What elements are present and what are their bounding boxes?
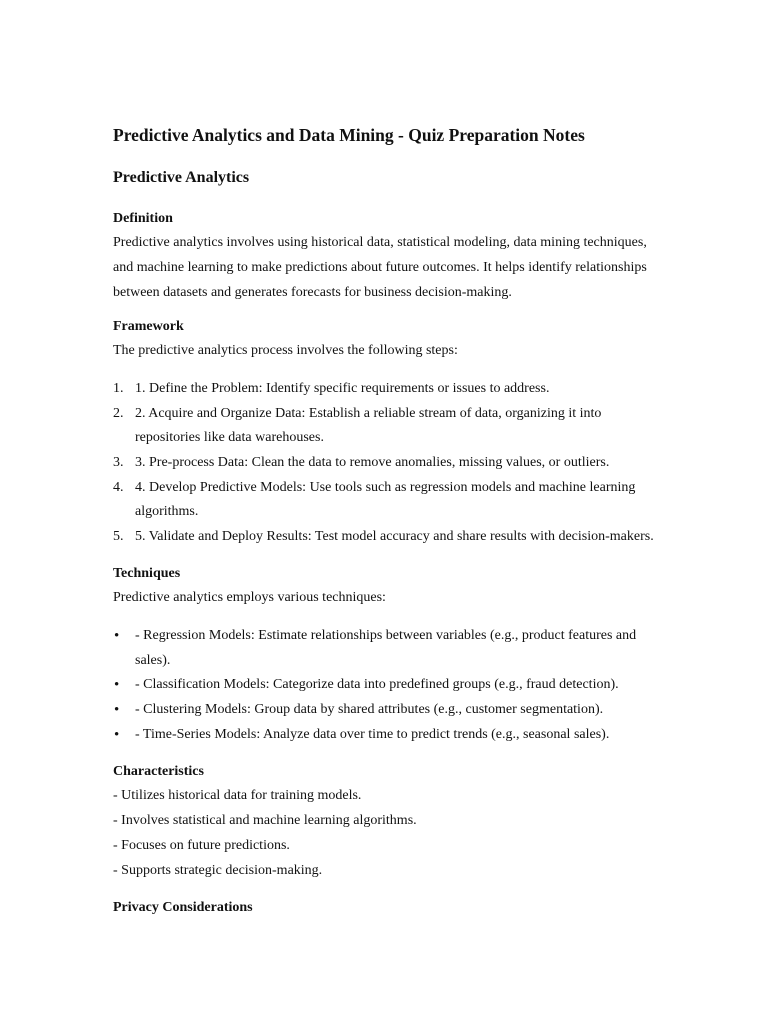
definition-text: Predictive analytics involves using historical data, statistical modeling, data mining techniques, and machine learning to make predictions about future outcomes. It helps identify relationships between datasets and generates forecasts for business decision-making. [113, 235, 647, 300]
characteristics-list [113, 784, 658, 883]
list-item [113, 673, 658, 698]
list-item-text: - Regression Models: Estimate relationships between variables (e.g., product features and sales). [135, 628, 637, 668]
techniques-heading: Techniques [113, 566, 181, 582]
characteristic-item: - Supports strategic decision-making. [113, 862, 323, 878]
list-item-text: 4. Develop Predictive Models: Use tools such as regression models and machine learning algorithms. [135, 479, 636, 520]
list-item [113, 624, 658, 673]
list-item-text: - Time-Series Models: Analyze data over time to predict trends (e.g., seasonal sales). [135, 726, 610, 742]
list-item-text: 1. Define the Problem: Identify specific requirements or issues to address. [135, 381, 550, 397]
list-item [113, 476, 658, 525]
list-item-text: 2. Acquire and Organize Data: Establish a reliable stream of data, organizing it into repositories like data warehouses. [135, 405, 602, 446]
framework-heading: Framework [113, 319, 184, 335]
list-number: 4. [113, 479, 124, 495]
list-item-text: 5. Validate and Deploy Results: Test model accuracy and share results with decision-makers. [135, 528, 654, 544]
list-number: 2. [113, 405, 124, 421]
list-item [113, 525, 658, 550]
section-title-predictive-analytics: Predictive Analytics [113, 169, 250, 186]
bullet-icon: • [114, 701, 120, 718]
document-page [113, 124, 658, 918]
list-item-text: 3. Pre-process Data: Clean the data to remove anomalies, missing values, or outliers. [135, 454, 610, 470]
list-item [113, 377, 658, 402]
list-item-text: - Clustering Models: Group data by shared attributes (e.g., customer segmentation). [135, 701, 604, 717]
document-title: Predictive Analytics and Data Mining - Quiz Preparation Notes [113, 125, 585, 145]
characteristics-heading: Characteristics [113, 764, 204, 780]
privacy-heading: Privacy Considerations [113, 900, 253, 916]
list-item [113, 451, 658, 476]
list-number: 5. [113, 528, 124, 544]
techniques-intro: Predictive analytics employs various techniques: [113, 590, 386, 606]
techniques-list [113, 624, 658, 747]
bullet-icon: • [114, 677, 120, 694]
characteristic-item: - Involves statistical and machine learning algorithms. [113, 812, 417, 828]
framework-intro: The predictive analytics process involves the following steps: [113, 343, 458, 359]
list-item [113, 723, 658, 748]
list-item [113, 698, 658, 723]
list-item [113, 402, 658, 451]
list-number: 3. [113, 454, 124, 470]
framework-steps-list [113, 377, 658, 549]
list-item-text: - Classification Models: Categorize data into predefined groups (e.g., fraud detection). [135, 677, 619, 693]
characteristic-item: - Focuses on future predictions. [113, 837, 290, 853]
bullet-icon: • [114, 628, 120, 645]
bullet-icon: • [114, 726, 120, 743]
characteristic-item: - Utilizes historical data for training models. [113, 788, 362, 804]
definition-heading: Definition [113, 211, 173, 226]
list-number: 1. [113, 381, 124, 397]
